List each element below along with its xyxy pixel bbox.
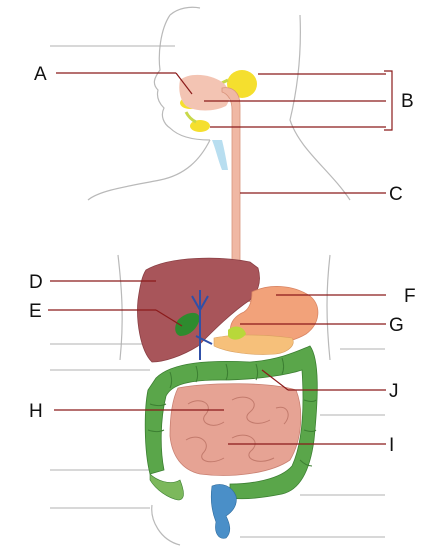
label-c: C [389,184,403,205]
label-g: G [389,315,404,336]
label-e: E [29,301,42,322]
appendix [150,474,184,500]
label-j: J [389,381,399,402]
label-d: D [29,272,43,293]
organs [138,70,318,538]
label-b: B [401,91,414,112]
oral-cavity [179,75,229,111]
label-a: A [34,64,47,85]
small-intestine [170,384,301,476]
label-h: H [29,401,43,422]
pancreas [214,335,293,355]
rectum [211,484,236,538]
label-i: I [389,435,395,456]
trachea [212,140,228,170]
label-f: F [404,286,416,307]
